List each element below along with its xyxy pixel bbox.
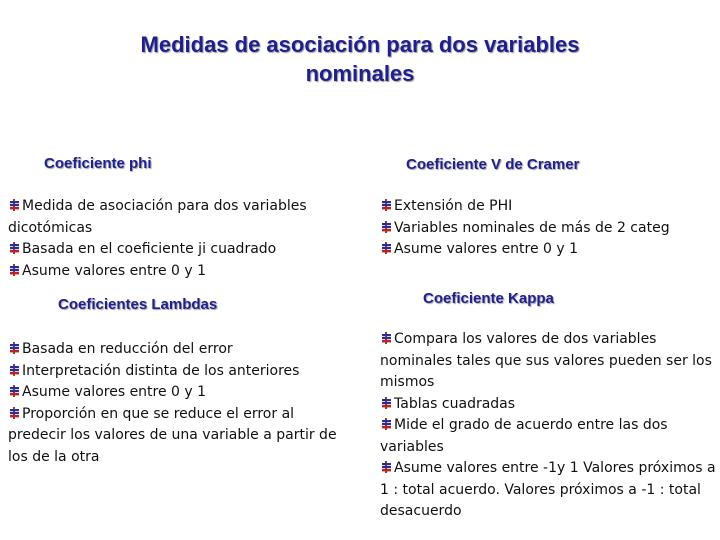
bullet-icon: [380, 330, 392, 342]
bullet-icon: [8, 383, 20, 395]
list-item: Compara los valores de dos variables nominales tales que sus valores pueden ser los mismos: [380, 331, 712, 390]
bullet-icon: [380, 416, 392, 428]
heading-cramer: Coeficiente V de Cramer: [406, 156, 580, 173]
list-item: Variables nominales de más de 2 categ: [380, 218, 715, 240]
bullet-icon: [380, 395, 392, 407]
bullet-icon: [8, 362, 20, 374]
list-item: Basada en el coeficiente ji cuadrado: [8, 239, 343, 261]
bullet-icon: [380, 459, 392, 471]
list-item: Interpretación distinta de los anteriores: [8, 361, 353, 383]
slide-title-line-1: Medidas de asociación para dos variables: [140, 32, 580, 57]
list-item: Proporción en que se reduce el error al predecir los valores de una variable a partir de los de la otra: [8, 405, 337, 465]
bullet-icon: [8, 240, 20, 252]
bullet-icon: [8, 262, 20, 274]
heading-kappa: Coeficiente Kappa: [423, 290, 554, 307]
slide-title-line-2: nominales: [305, 61, 415, 86]
list-item: Asume valores entre 0 y 1: [8, 382, 353, 404]
list-item: Medida de asociación para dos variables dicotómicas: [8, 198, 307, 236]
bullet-icon: [8, 405, 20, 417]
bullet-icon: [8, 340, 20, 352]
bullet-icon: [380, 219, 392, 231]
list-item: Asume valores entre 0 y 1: [8, 261, 343, 283]
list-item: Asume valores entre 0 y 1: [380, 239, 715, 261]
list-item: Mide el grado de acuerdo entre las dos variables: [380, 417, 668, 455]
list-item: Tablas cuadradas: [380, 394, 718, 416]
list-item: Extensión de PHI: [380, 196, 715, 218]
list-item: Basada en reducción del error: [8, 339, 353, 361]
bullet-icon: [380, 197, 392, 209]
list-kappa: [380, 329, 718, 523]
list-lambdas: [8, 339, 353, 468]
bullet-icon: [380, 240, 392, 252]
list-item: Asume valores entre -1y 1 Valores próximos a 1 : total acuerdo. Valores próximos a -1 : total desacuerdo: [380, 460, 716, 519]
heading-phi: Coeficiente phi: [44, 155, 152, 172]
list-cramer: [380, 196, 715, 261]
list-phi: [8, 196, 343, 282]
heading-lambdas: Coeficientes Lambdas: [58, 296, 218, 313]
slide-title: [60, 30, 660, 88]
bullet-icon: [8, 197, 20, 209]
